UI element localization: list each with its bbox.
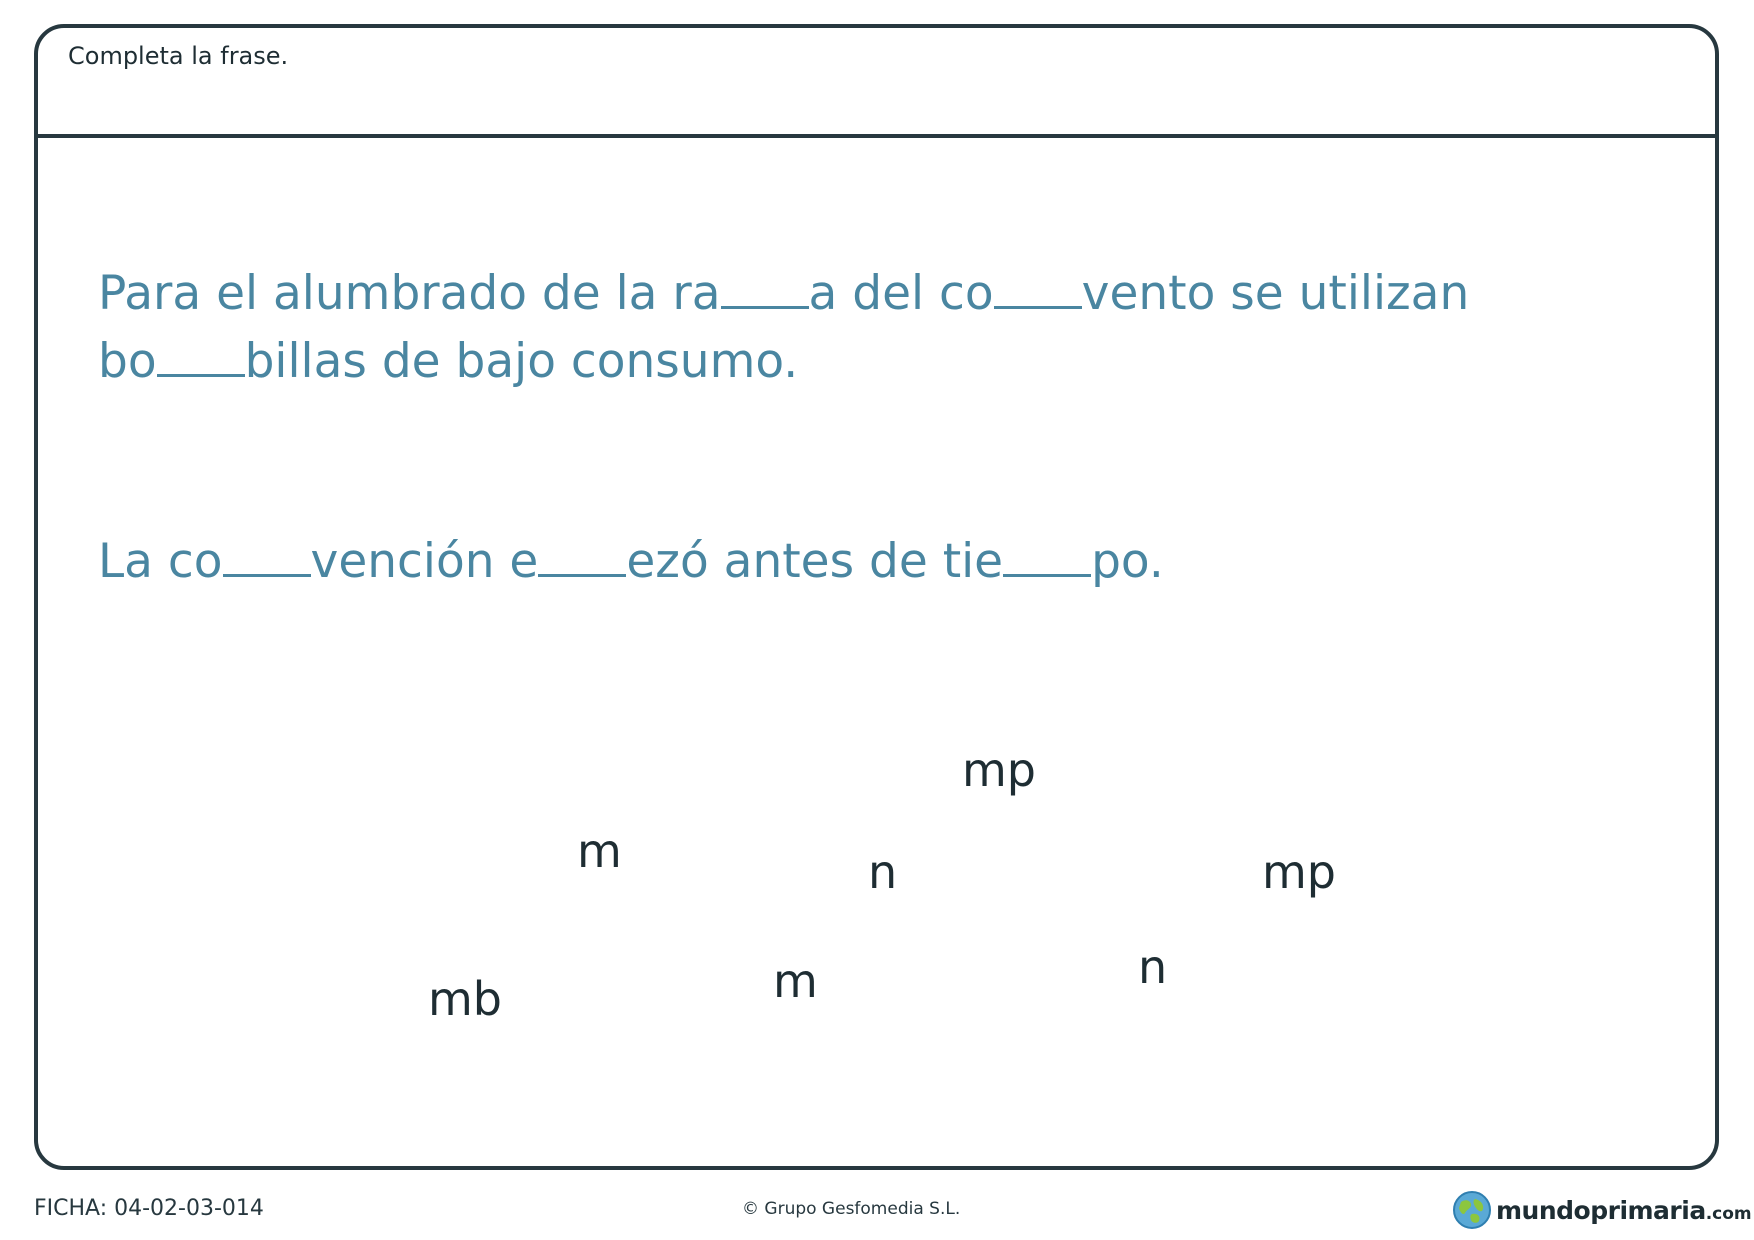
sentence-line [98,260,1598,328]
sentence-line [98,328,1598,396]
letter-option[interactable]: mp [1262,845,1337,899]
letter-option[interactable]: m [773,954,818,1008]
sentence-fragment: ezó antes de tie [626,534,1004,589]
instruction-text: Completa la frase. [68,42,289,70]
sentence-fragment: billas de bajo consumo. [244,334,799,389]
brand-name: mundoprimaria [1496,1195,1706,1225]
sentence-1 [98,260,1598,396]
letter-option[interactable]: n [1138,940,1168,994]
letter-option[interactable]: n [868,845,898,899]
sentence-fragment: a del co [808,266,994,321]
globe-icon [1452,1190,1492,1230]
worksheet-frame [34,24,1719,1170]
sentence-fragment: vento se utilizan [1081,266,1470,321]
worksheet-code: FICHA: 04-02-03-014 [34,1196,264,1221]
sentence-fragment: Para el alumbrado de la ra [98,266,721,321]
brand-logo[interactable] [1452,1190,1752,1230]
sentence-fragment: vención e [310,534,539,589]
letter-option[interactable]: mb [428,972,503,1026]
answer-blank[interactable] [538,574,626,577]
sentence-fragment: La co [98,534,223,589]
header-divider [38,134,1715,138]
letter-option[interactable]: m [577,824,622,878]
brand-domain: .com [1705,1204,1752,1224]
answer-blank[interactable] [157,374,245,377]
sentence-fragment: po. [1091,534,1164,589]
answer-blank[interactable] [1003,574,1091,577]
copyright-notice: © Grupo Gesfomedia S.L. [742,1199,961,1219]
letter-option[interactable]: mp [962,743,1037,797]
answer-blank[interactable] [994,306,1082,309]
sentence-2 [98,528,1598,596]
sentence-fragment: bo [98,334,157,389]
answer-blank[interactable] [721,306,809,309]
answer-blank[interactable] [223,574,311,577]
sentence-line [98,528,1598,596]
